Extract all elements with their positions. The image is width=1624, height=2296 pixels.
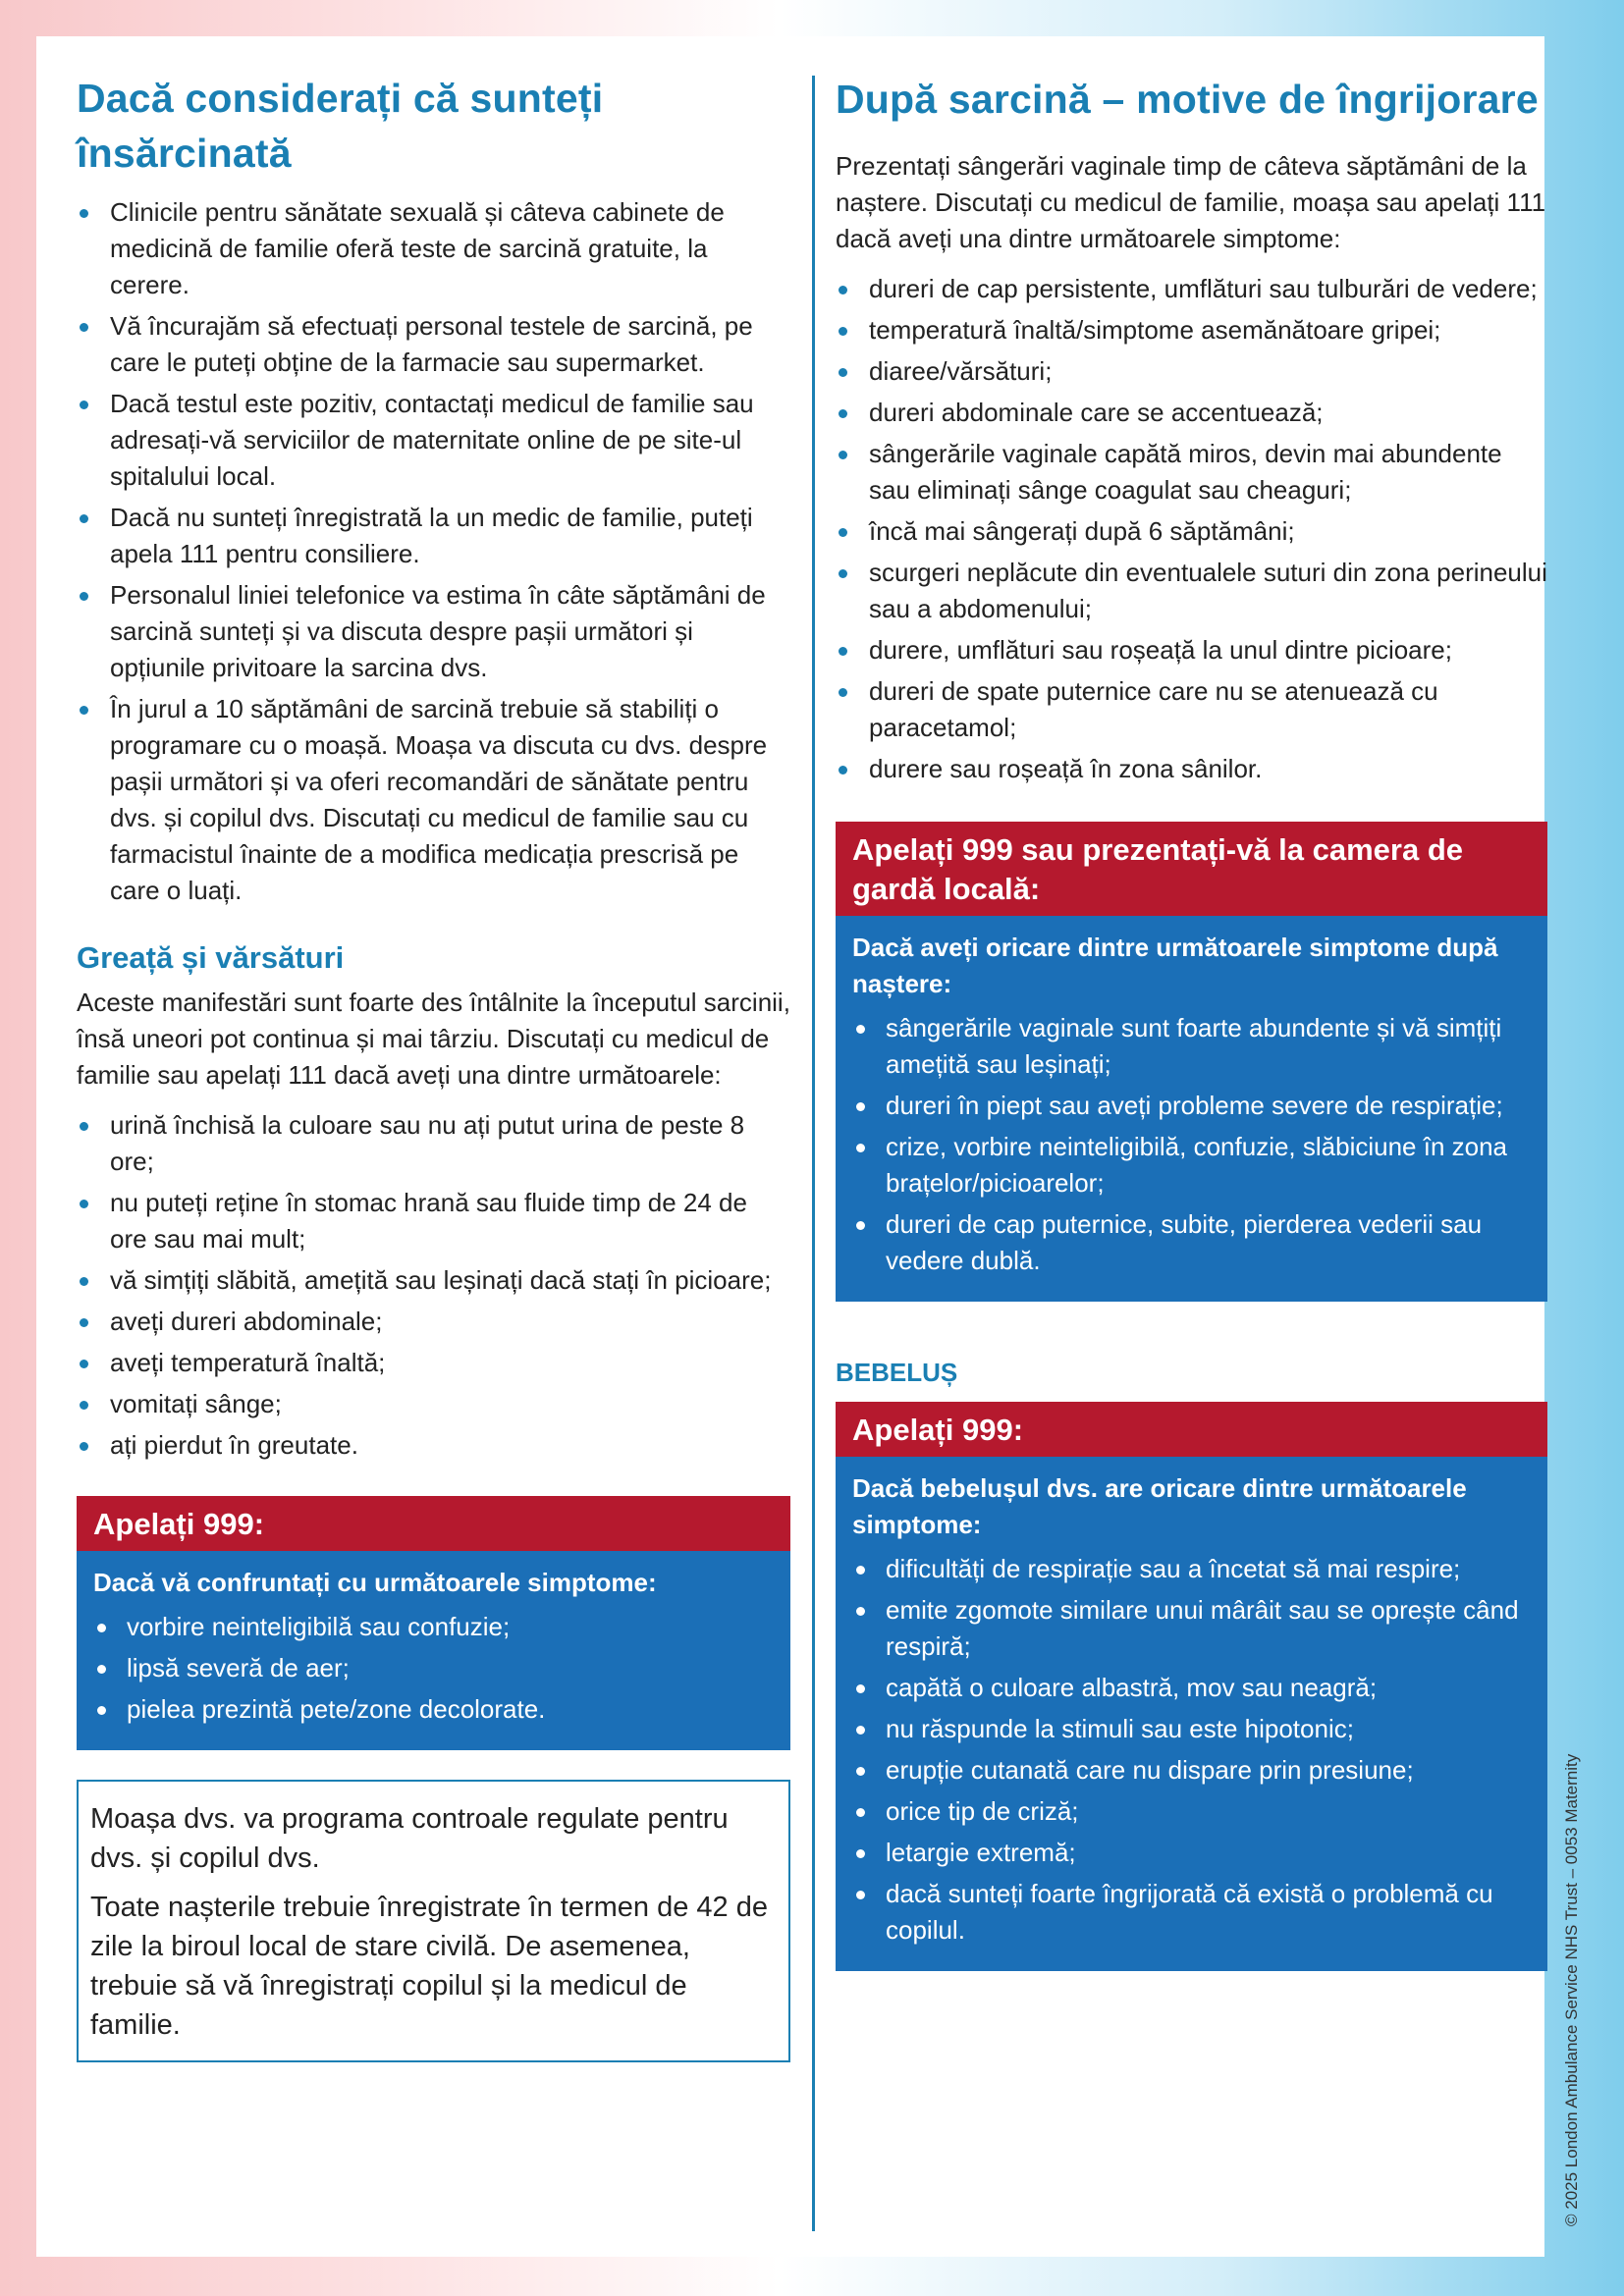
list-item: dureri abdominale care se accentuează;	[836, 395, 1547, 431]
after-pregnancy-title: După sarcină – motive de îngrijorare	[836, 77, 1539, 122]
nausea-list	[77, 1107, 790, 1464]
midwife-note-box	[77, 1780, 790, 2062]
list-item: încă mai sângerați după 6 săptămâni;	[836, 513, 1547, 550]
alert-body	[836, 916, 1547, 1302]
call-999-alert	[77, 1496, 790, 1750]
pregnant-section-title: Dacă considerați că sunteți însărcinată	[77, 76, 604, 176]
pregnant-list	[77, 194, 790, 909]
column-divider	[812, 76, 815, 2231]
after-pregnancy-list	[836, 271, 1547, 787]
alert-body	[836, 1457, 1547, 1971]
list-item: urină închisă la culoare sau nu ați putut urina de peste 8 ore;	[77, 1107, 790, 1180]
list-item: Dacă testul este pozitiv, contactați medicul de familie sau adresați-vă serviciilor de maternitate online de pe site-ul spitalului local.	[77, 386, 790, 495]
note-paragraph: Moașa dvs. va programa controale regulate pentru dvs. și copilul dvs.	[90, 1803, 729, 1874]
list-item: Clinicile pentru sănătate sexuală și câteva cabinete de medicină de familie oferă teste de sarcină gratuite, la cerere.	[77, 194, 790, 303]
list-item: scurgeri neplăcute din eventualele suturi din zona perineului sau a abdomenului;	[836, 555, 1547, 627]
alert-list	[852, 1010, 1531, 1279]
right-column	[836, 36, 1547, 1971]
alert-subheading: Dacă aveți oricare dintre următoarele simptome după naștere:	[852, 933, 1498, 998]
alert-subheading: Dacă vă confruntați cu următoarele simptome:	[93, 1568, 657, 1597]
list-item: dacă sunteți foarte îngrijorată că există o problemă cu copilul.	[852, 1876, 1531, 1949]
list-item: diaree/vărsături;	[836, 353, 1547, 390]
list-item: letargie extremă;	[852, 1835, 1531, 1871]
note-paragraph: Toate nașterile trebuie înregistrate în termen de 42 de zile la biroul local de stare civilă. De asemenea, trebuie să vă înregistrați copilul și la medicul de familie.	[90, 1892, 768, 2041]
nausea-section-title: Greață și vărsături	[77, 940, 345, 975]
list-item: lipsă severă de aer;	[93, 1650, 774, 1686]
list-item: temperatură înaltă/simptome asemănătoare gripei;	[836, 312, 1547, 348]
list-item: erupție cutanată care nu dispare prin presiune;	[852, 1752, 1531, 1789]
list-item: dureri de cap persistente, umflături sau tulburări de vedere;	[836, 271, 1547, 307]
list-item: vorbire neinteligibilă sau confuzie;	[93, 1609, 774, 1645]
list-item: Personalul liniei telefonice va estima în câte săptămâni de sarcină sunteți și va discuta despre pașii următori și opțiunile privitoare la sarcina dvs.	[77, 577, 790, 686]
alert-body	[77, 1551, 790, 1750]
list-item: dureri de spate puternice care nu se atenuează cu paracetamol;	[836, 673, 1547, 746]
list-item: În jurul a 10 săptămâni de sarcină trebuie să stabiliți o programare cu o moașă. Moașa va discuta cu dvs. despre pașii următori și va oferi recomandări de sănătate pentru dvs. și copilul dvs. Discutați cu medicul de familie sau cu farmacistul înainte de a modifica medicația prescrisă pe care o luați.	[77, 691, 790, 909]
list-item: vomitați sânge;	[77, 1386, 790, 1422]
left-column	[77, 36, 790, 2062]
alert-list	[93, 1609, 774, 1728]
list-item: dureri în piept sau aveți probleme severe de respirație;	[852, 1088, 1531, 1124]
list-item: dificultăți de respirație sau a încetat să mai respire;	[852, 1551, 1531, 1587]
list-item: vă simțiți slăbită, amețită sau leșinați dacă stați în picioare;	[77, 1262, 790, 1299]
list-item: sângerările vaginale capătă miros, devin mai abundente sau eliminați sânge coagulat sau cheaguri;	[836, 436, 1547, 508]
baby-section-title: BEBELUȘ	[836, 1358, 958, 1387]
alert-header: Apelați 999:	[836, 1402, 1547, 1457]
list-item: Vă încurajăm să efectuați personal testele de sarcină, pe care le puteți obține de la farmacie sau supermarket.	[77, 308, 790, 381]
list-item: aveți temperatură înaltă;	[77, 1345, 790, 1381]
list-item: durere sau roșeață în zona sânilor.	[836, 751, 1547, 787]
list-item: Dacă nu sunteți înregistrată la un medic de familie, puteți apela 111 pentru consiliere.	[77, 500, 790, 572]
list-item: pielea prezintă pete/zone decolorate.	[93, 1691, 774, 1728]
alert-header: Apelați 999 sau prezentați-vă la camera de gardă locală:	[836, 822, 1547, 916]
alert-list	[852, 1551, 1531, 1949]
list-item: capătă o culoare albastră, mov sau neagră;	[852, 1670, 1531, 1706]
nausea-intro: Aceste manifestări sunt foarte des întâlnite la începutul sarcinii, însă uneori pot continua și mai târziu. Discutați cu medicul de familie sau apelați 111 dacă aveți una dintre următoarele:	[77, 988, 790, 1090]
list-item: aveți dureri abdominale;	[77, 1304, 790, 1340]
baby-call-999-alert	[836, 1402, 1547, 1971]
list-item: crize, vorbire neinteligibilă, confuzie, slăbiciune în zona brațelor/picioarelor;	[852, 1129, 1531, 1201]
after-pregnancy-intro: Prezentați sângerări vaginale timp de câteva săptămâni de la naștere. Discutați cu medicul de familie, moașa sau apelați 111 dacă aveți una dintre următoarele simptome:	[836, 151, 1546, 253]
list-item: sângerările vaginale sunt foarte abundente și vă simțiți amețită sau leșinați;	[852, 1010, 1531, 1083]
emergency-alert	[836, 822, 1547, 1302]
copyright-notice: © 2025 London Ambulance Service NHS Trust – 0053 Maternity	[1562, 1753, 1581, 2226]
list-item: durere, umflături sau roșeață la unul dintre picioare;	[836, 632, 1547, 668]
list-item: emite zgomote similare unui mârâit sau se oprește când respiră;	[852, 1592, 1531, 1665]
list-item: orice tip de criză;	[852, 1793, 1531, 1830]
list-item: ați pierdut în greutate.	[77, 1427, 790, 1464]
leaflet-page	[36, 36, 1547, 2257]
list-item: nu puteți reține în stomac hrană sau fluide timp de 24 de ore sau mai mult;	[77, 1185, 790, 1257]
list-item: dureri de cap puternice, subite, pierderea vederii sau vedere dublă.	[852, 1206, 1531, 1279]
alert-header: Apelați 999:	[77, 1496, 790, 1551]
list-item: nu răspunde la stimuli sau este hipotonic;	[852, 1711, 1531, 1747]
alert-subheading: Dacă bebelușul dvs. are oricare dintre următoarele simptome:	[852, 1473, 1467, 1539]
